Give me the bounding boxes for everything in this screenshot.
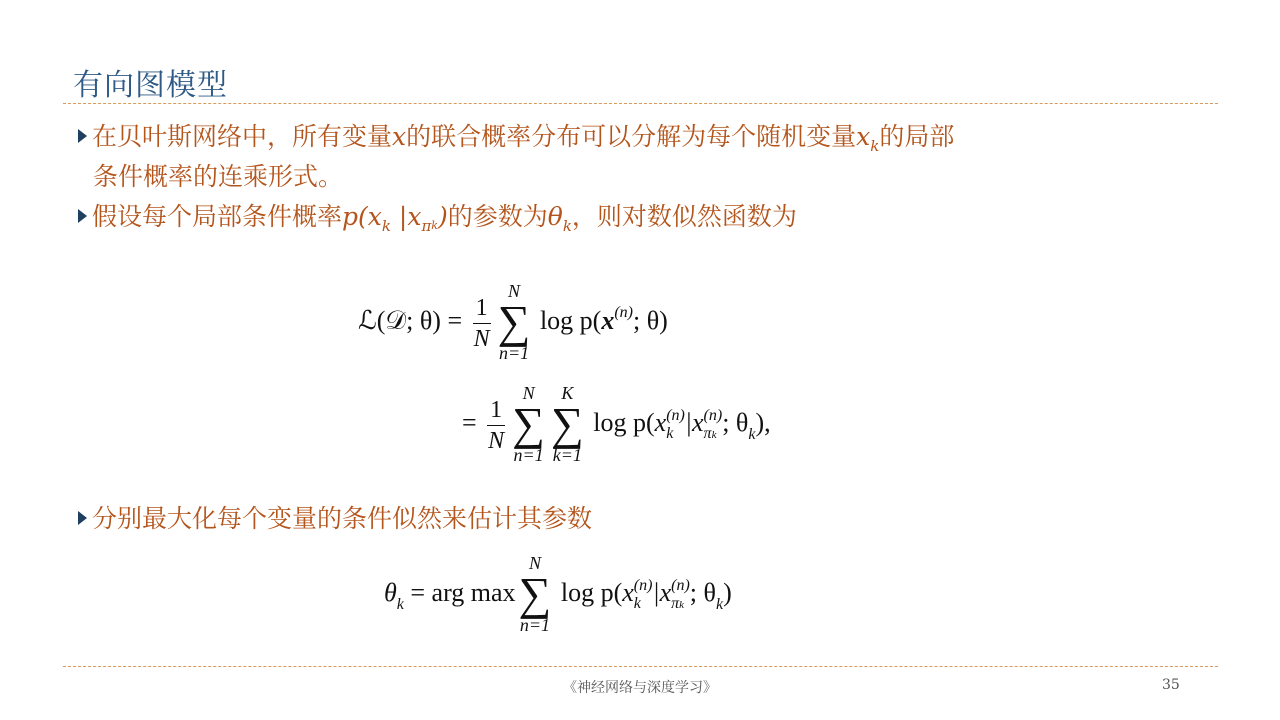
log-p: log p( bbox=[539, 305, 602, 335]
bullet-1 bbox=[78, 124, 954, 154]
equation-line-3: $\theta_k$ = arg max N ∑ n=1 log p(x (n) k |x (n) πk ; $\theta_k$) bbox=[384, 553, 732, 635]
sum-n: N ∑ n=1 bbox=[497, 281, 531, 363]
log-p: log p( bbox=[560, 577, 623, 607]
expr-k: k bbox=[381, 217, 391, 235]
bullet-triangle-icon bbox=[78, 511, 87, 525]
bullet-1-line-2: 条件概率的连乘形式。 bbox=[93, 162, 344, 191]
sum-k: K ∑ k=1 bbox=[550, 383, 584, 465]
sum-n: N ∑ n=1 bbox=[518, 553, 552, 635]
eq2-equals: = bbox=[462, 407, 477, 437]
bullet-1-text-b: 的联合概率分布可以分解为每个随机变量 bbox=[406, 122, 857, 151]
expr-given: |x bbox=[390, 202, 422, 231]
expr-pik: k bbox=[431, 219, 438, 232]
fraction: $\frac{1}{N}$ bbox=[488, 396, 505, 454]
sum-n: N ∑ n=1 bbox=[512, 383, 545, 465]
page-number: 35 bbox=[1162, 677, 1180, 693]
expr-pi: π bbox=[421, 217, 432, 235]
expr-p: p(x bbox=[342, 202, 382, 231]
var-x: x bbox=[392, 122, 407, 151]
bullet-1-text-c: 的局部 bbox=[879, 122, 955, 151]
bullet-3-text: 分别最大化每个变量的条件似然来估计其参数 bbox=[92, 504, 593, 533]
title-divider bbox=[63, 103, 1218, 104]
fraction: $\frac{1}{N}$ bbox=[473, 294, 490, 352]
var-xk: x bbox=[856, 122, 871, 151]
argmax: = arg max bbox=[410, 577, 516, 607]
eq1-tail: ; θ) bbox=[632, 305, 668, 335]
bullet-2-text-c: ，则对数似然函数为 bbox=[571, 202, 797, 231]
footer-book-title: 《神经网络与深度学习》 bbox=[563, 680, 717, 696]
theta-lhs: θ bbox=[384, 577, 397, 607]
theta-k: k bbox=[562, 217, 572, 235]
equation-line-1 bbox=[358, 282, 668, 364]
log-p: log p( bbox=[593, 407, 655, 437]
theta: θ bbox=[547, 202, 563, 231]
var-xk-sub: k bbox=[870, 137, 880, 155]
bullet-triangle-icon bbox=[78, 129, 87, 143]
bullet-2-text-b: 的参数为 bbox=[447, 202, 548, 231]
eq1-lhs: ℒ(𝒟; θ) = bbox=[358, 305, 463, 335]
bullet-3 bbox=[78, 506, 592, 531]
bullet-1-text-a: 在贝叶斯网络中，所有变量 bbox=[92, 122, 393, 151]
expr-close: ) bbox=[437, 202, 448, 231]
equation-line-2: = $\frac{1}{N}$ N ∑ n=1 K ∑ k=1 log p(x (n) k |x (n) πk ; $\theta_k$), bbox=[462, 383, 771, 465]
bullet-2 bbox=[78, 204, 797, 234]
sup-n: (n) bbox=[614, 303, 633, 321]
x-bold: x bbox=[601, 305, 615, 335]
slide-title: 有向图模型 bbox=[73, 68, 228, 103]
footer-divider bbox=[63, 666, 1218, 667]
bullet-2-text-a: 假设每个局部条件概率 bbox=[92, 202, 343, 231]
bullet-triangle-icon bbox=[78, 209, 87, 223]
